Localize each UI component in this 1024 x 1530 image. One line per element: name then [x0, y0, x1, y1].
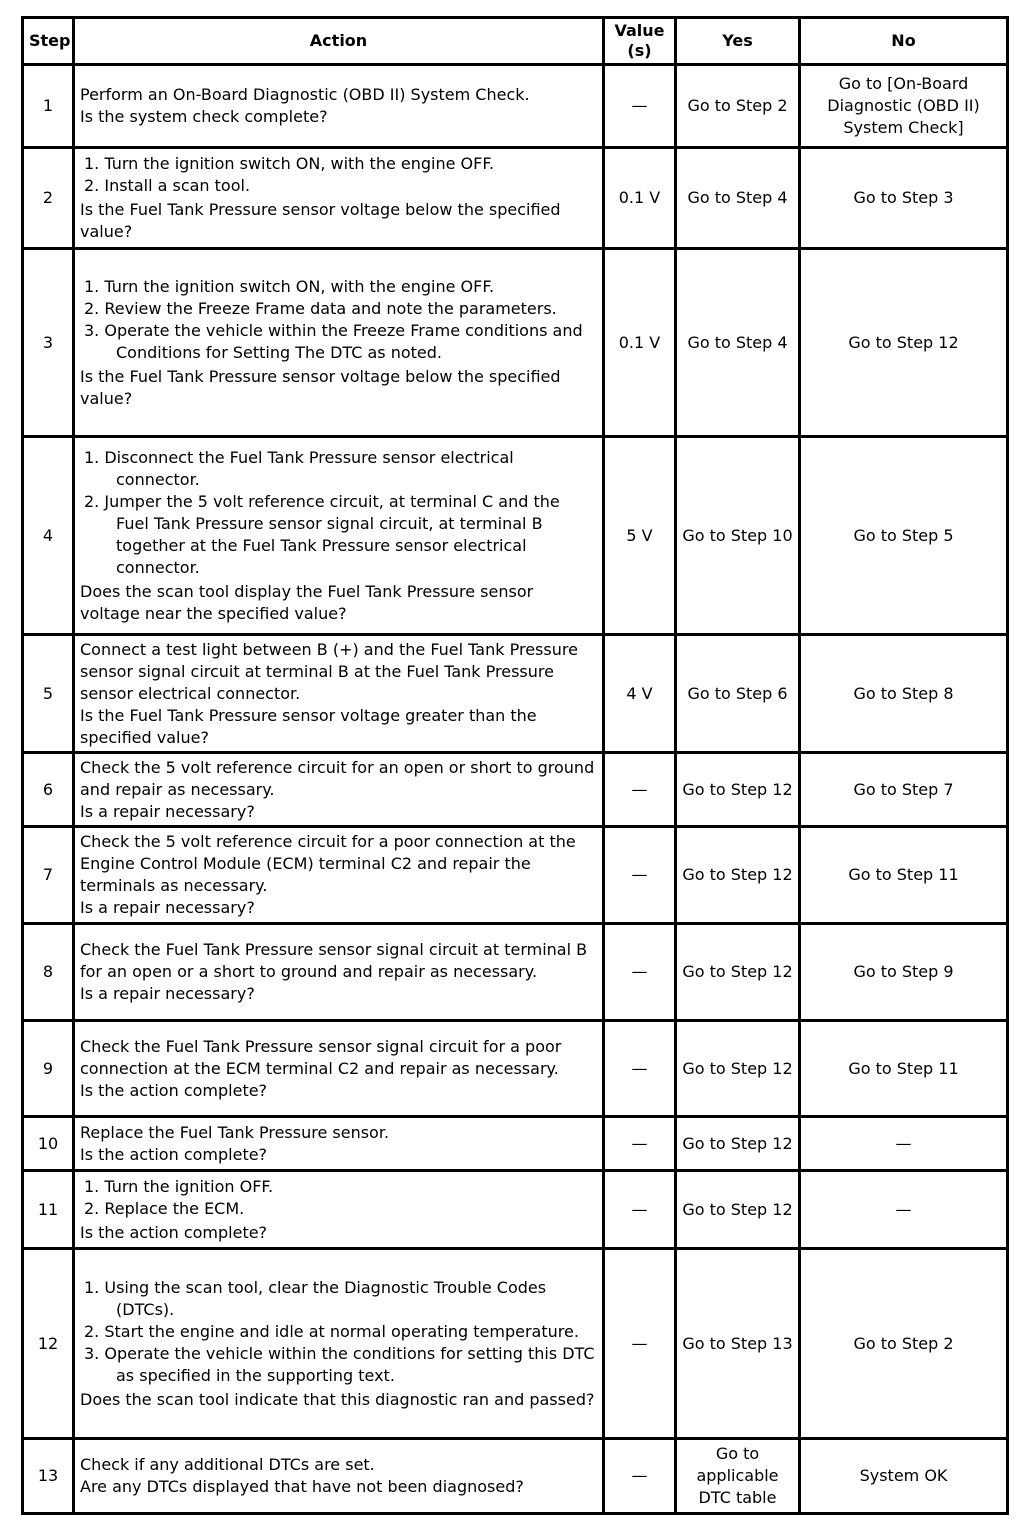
action-step-item: 3. Operate the vehicle within the Freeze Frame conditions and Conditions for Setting The DTC as noted. — [84, 320, 583, 362]
header-value: Value (s) — [604, 18, 676, 65]
table-row — [23, 753, 1008, 827]
action-step-item: 3. Operate the vehicle within the conditions for setting this DTC as specified in the supporting text. — [84, 1343, 595, 1385]
action-cell — [74, 1439, 604, 1514]
action-intro: Perform an On-Board Diagnostic (OBD II) System Check. — [80, 85, 530, 104]
table-row — [23, 1171, 1008, 1249]
action-question: Is a repair necessary? — [80, 898, 255, 917]
step-cell: 13 — [23, 1439, 74, 1514]
action-question: Are any DTCs displayed that have not been diagnosed? — [80, 1477, 524, 1496]
no-cell: Go to Step 7 — [800, 753, 1008, 827]
header-yes: Yes — [676, 18, 800, 65]
action-intro: Check the Fuel Tank Pressure sensor signal circuit for a poor connection at the ECM terminal C2 and repair as necessary. — [80, 1036, 562, 1078]
no-cell: Go to Step 12 — [800, 249, 1008, 437]
step-cell: 9 — [23, 1021, 74, 1117]
yes-cell: Go to Step 12 — [676, 827, 800, 924]
action-cell — [74, 148, 604, 249]
no-cell: Go to Step 3 — [800, 148, 1008, 249]
step-cell: 7 — [23, 827, 74, 924]
action-step-item: 2. Start the engine and idle at normal operating temperature. — [84, 1321, 579, 1341]
table-row — [23, 1249, 1008, 1439]
action-cell — [74, 753, 604, 827]
no-cell: Go to Step 11 — [800, 1021, 1008, 1117]
action-steps — [80, 1176, 597, 1220]
value-cell: — — [604, 924, 676, 1021]
value-cell: — — [604, 1021, 676, 1117]
action-step-item: 1. Turn the ignition switch ON, with the engine OFF. — [84, 276, 495, 296]
no-cell: Go to Step 2 — [800, 1249, 1008, 1439]
action-step-item: 1. Disconnect the Fuel Tank Pressure sensor electrical connector. — [84, 447, 514, 489]
action-question: Is the Fuel Tank Pressure sensor voltage below the specified value? — [80, 366, 561, 408]
step-cell: 6 — [23, 753, 74, 827]
yes-cell: Go to Step 12 — [676, 924, 800, 1021]
yes-cell: Go to applicable DTC table — [676, 1439, 800, 1514]
table-row — [23, 437, 1008, 635]
action-step-item: 2. Replace the ECM. — [84, 1198, 245, 1218]
no-cell: Go to [On-Board Diagnostic (OBD II) System Check] — [800, 65, 1008, 148]
value-cell: 5 V — [604, 437, 676, 635]
step-cell: 8 — [23, 924, 74, 1021]
action-step-item: 1. Turn the ignition switch ON, with the engine OFF. — [84, 154, 495, 173]
action-steps — [80, 153, 597, 197]
action-intro: Connect a test light between B (+) and the Fuel Tank Pressure sensor signal circuit at terminal B at the Fuel Tank Pressure sensor electrical connector. — [80, 639, 578, 703]
table-row — [23, 1439, 1008, 1514]
action-question: Is the action complete? — [80, 1222, 268, 1242]
value-cell: — — [604, 1171, 676, 1249]
action-question: Does the scan tool indicate that this diagnostic ran and passed? — [80, 1389, 595, 1409]
action-cell — [74, 1117, 604, 1171]
action-question: Is the action complete? — [80, 1144, 268, 1164]
yes-cell: Go to Step 10 — [676, 437, 800, 635]
action-question: Is the action complete? — [80, 1080, 268, 1100]
no-cell: Go to Step 8 — [800, 635, 1008, 753]
yes-cell: Go to Step 2 — [676, 65, 800, 148]
value-cell: — — [604, 753, 676, 827]
value-cell: 0.1 V — [604, 249, 676, 437]
action-intro: Replace the Fuel Tank Pressure sensor. — [80, 1122, 390, 1142]
value-cell: — — [604, 827, 676, 924]
no-cell: Go to Step 11 — [800, 827, 1008, 924]
action-question: Is the Fuel Tank Pressure sensor voltage below the specified value? — [80, 200, 561, 241]
value-cell: — — [604, 65, 676, 148]
yes-cell: Go to Step 12 — [676, 1117, 800, 1171]
step-cell: 12 — [23, 1249, 74, 1439]
action-question: Does the scan tool display the Fuel Tank Pressure sensor voltage near the specified value? — [80, 581, 534, 623]
no-cell: — — [800, 1117, 1008, 1171]
table-row — [23, 635, 1008, 753]
action-intro: Check if any additional DTCs are set. — [80, 1455, 375, 1474]
yes-cell: Go to Step 13 — [676, 1249, 800, 1439]
no-cell: Go to Step 9 — [800, 924, 1008, 1021]
action-step-item: 2. Install a scan tool. — [84, 176, 251, 195]
table-row — [23, 1117, 1008, 1171]
action-cell — [74, 437, 604, 635]
action-question: Is the Fuel Tank Pressure sensor voltage greater than the specified value? — [80, 705, 537, 747]
action-cell — [74, 924, 604, 1021]
table-row — [23, 827, 1008, 924]
action-intro: Check the 5 volt reference circuit for an open or short to ground and repair as necessary. — [80, 757, 595, 799]
header-row — [23, 18, 1008, 65]
step-cell: 11 — [23, 1171, 74, 1249]
value-cell: 4 V — [604, 635, 676, 753]
value-cell: 0.1 V — [604, 148, 676, 249]
diagnostic-table — [21, 16, 1009, 1515]
action-cell — [74, 1171, 604, 1249]
yes-cell: Go to Step 12 — [676, 1171, 800, 1249]
yes-cell: Go to Step 12 — [676, 1021, 800, 1117]
step-cell: 4 — [23, 437, 74, 635]
yes-cell: Go to Step 4 — [676, 249, 800, 437]
no-cell: Go to Step 5 — [800, 437, 1008, 635]
table-row — [23, 1021, 1008, 1117]
value-cell: — — [604, 1439, 676, 1514]
action-cell — [74, 1249, 604, 1439]
yes-cell: Go to Step 4 — [676, 148, 800, 249]
action-question: Is a repair necessary? — [80, 801, 255, 821]
step-cell: 5 — [23, 635, 74, 753]
step-cell: 3 — [23, 249, 74, 437]
action-cell — [74, 249, 604, 437]
action-step-item: 2. Review the Freeze Frame data and note the parameters. — [84, 298, 557, 318]
action-cell — [74, 635, 604, 753]
value-cell: — — [604, 1117, 676, 1171]
table-row — [23, 924, 1008, 1021]
header-step: Step — [23, 18, 74, 65]
action-question: Is a repair necessary? — [80, 984, 255, 1003]
action-steps — [80, 276, 597, 364]
table-row — [23, 148, 1008, 249]
action-intro: Check the Fuel Tank Pressure sensor signal circuit at terminal B for an open or a short to ground and repair as necessary. — [80, 940, 588, 981]
value-cell: — — [604, 1249, 676, 1439]
action-cell — [74, 827, 604, 924]
action-intro: Check the 5 volt reference circuit for a poor connection at the Engine Control Module (ECM) terminal C2 and repair the terminals as necessary. — [80, 832, 576, 895]
action-step-item: 1. Turn the ignition OFF. — [84, 1176, 274, 1196]
action-step-item: 1. Using the scan tool, clear the Diagnostic Trouble Codes (DTCs). — [84, 1277, 547, 1319]
step-cell: 1 — [23, 65, 74, 148]
action-cell — [74, 1021, 604, 1117]
yes-cell: Go to Step 12 — [676, 753, 800, 827]
action-cell — [74, 65, 604, 148]
header-action: Action — [74, 18, 604, 65]
table-row — [23, 249, 1008, 437]
action-step-item: 2. Jumper the 5 volt reference circuit, at terminal C and the Fuel Tank Pressure sensor signal circuit, at terminal B together at the Fuel Tank Pressure sensor electrical connector. — [84, 491, 560, 577]
header-no: No — [800, 18, 1008, 65]
table-row — [23, 65, 1008, 148]
no-cell: System OK — [800, 1439, 1008, 1514]
action-question: Is the system check complete? — [80, 107, 328, 126]
step-cell: 2 — [23, 148, 74, 249]
action-steps — [80, 447, 597, 579]
step-cell: 10 — [23, 1117, 74, 1171]
yes-cell: Go to Step 6 — [676, 635, 800, 753]
no-cell: — — [800, 1171, 1008, 1249]
action-steps — [80, 1277, 597, 1387]
